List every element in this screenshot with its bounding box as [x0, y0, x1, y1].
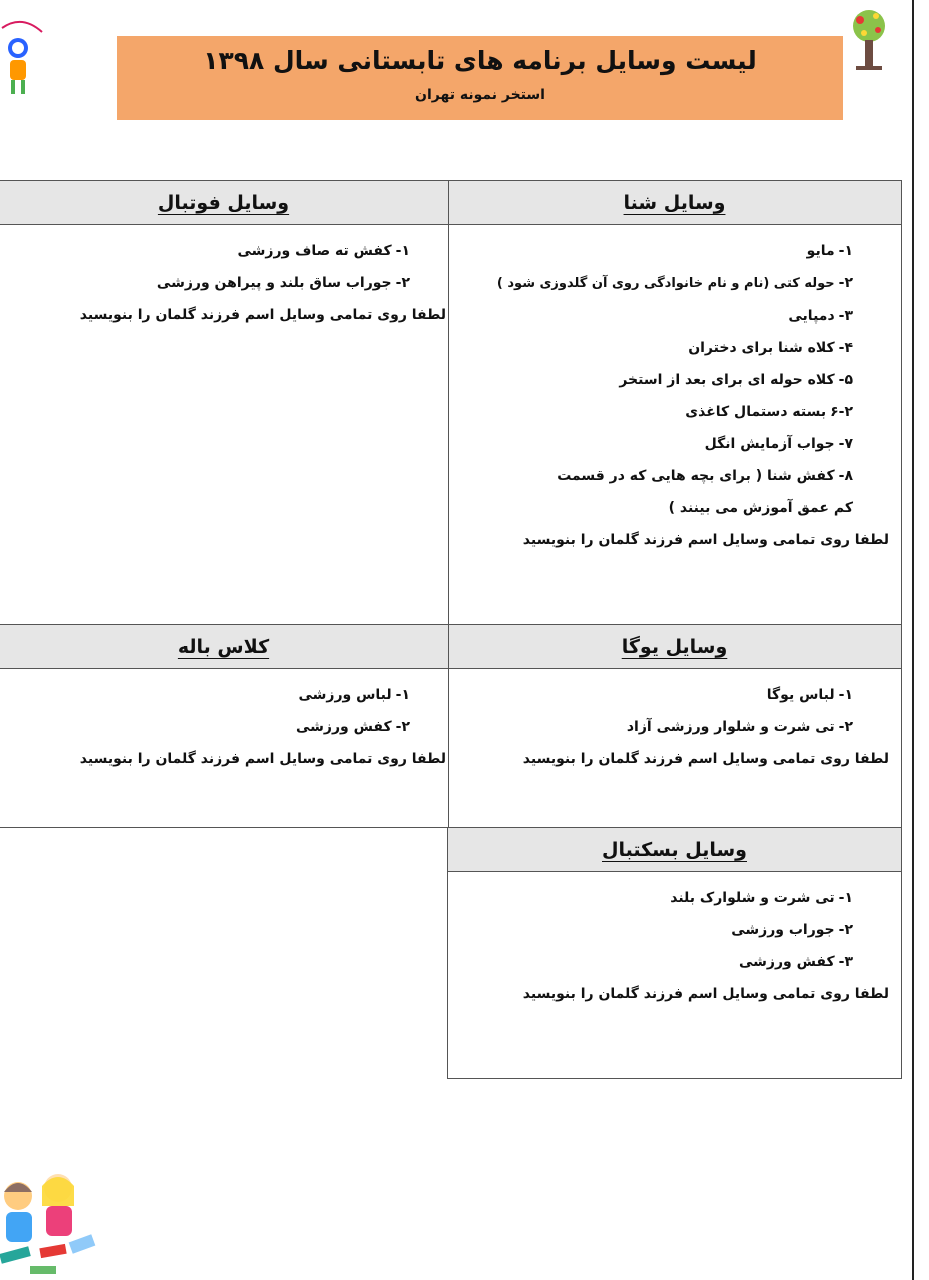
football-items	[0, 225, 448, 331]
yoga-items	[448, 669, 901, 775]
ballet-items	[0, 669, 448, 775]
swimming-section-title: وسایل شنا	[623, 191, 726, 214]
kid-logo-icon	[0, 18, 44, 102]
name-label-note: لطفا روی تمامی وسایل اسم فرزند گلمان را بنویسید	[522, 986, 889, 1002]
list-item: ۵-کلاه حوله ای برای بعد از استخر	[619, 372, 853, 388]
swimming-section-header	[448, 181, 901, 225]
tree-logo-icon	[846, 6, 892, 72]
name-label-note: لطفا روی تمامی وسایل اسم فرزند گلمان را بنویسید	[79, 307, 446, 323]
yoga-section	[447, 624, 902, 828]
yoga-section-header	[448, 625, 901, 669]
list-item: ۲-جوراب ساق بلند و پیراهن ورزشی	[156, 275, 410, 291]
list-item: ۱-کفش ته صاف ورزشی	[237, 243, 410, 259]
list-item: ۱-لباس یوگا	[766, 687, 853, 703]
ballet-section	[0, 624, 449, 828]
basketball-section-header	[448, 828, 901, 872]
list-item: ۲-کفش ورزشی	[296, 719, 410, 735]
basketball-items	[448, 872, 901, 1010]
football-section	[0, 180, 449, 625]
list-item: ۲-جوراب ورزشی	[731, 922, 853, 938]
page-border	[912, 0, 914, 1280]
page-header	[117, 36, 843, 120]
list-item: ۳-دمپایی	[788, 308, 853, 324]
ballet-section-header	[0, 625, 448, 669]
page-title: لیست وسایل برنامه های تابستانی سال ۱۳۹۸	[203, 46, 757, 75]
name-label-note: لطفا روی تمامی وسایل اسم فرزند گلمان را بنویسید	[522, 751, 889, 767]
list-item: ۱-تی شرت و شلوارک بلند	[670, 890, 853, 906]
yoga-section-title: وسایل یوگا	[621, 635, 728, 658]
name-label-note: لطفا روی تمامی وسایل اسم فرزند گلمان را بنویسید	[79, 751, 446, 767]
children-reading-illustration	[0, 1166, 100, 1280]
list-item: ۶-۲بسته دستمال کاغذی	[685, 404, 853, 420]
football-section-title: وسایل فوتبال	[157, 191, 290, 214]
swimming-section	[447, 180, 902, 625]
list-item: ۷-جواب آزمایش انگل	[704, 436, 853, 452]
list-item: ۴-کلاه شنا برای دختران	[688, 340, 853, 356]
list-item: ۸-کفش شنا ( برای بچه هایی که در قسمت کم عمق آموزش می بینند )	[557, 468, 853, 516]
list-item: ۲-حوله کتی (نام و نام خانوادگی روی آن گلدوزی شود )	[496, 275, 853, 291]
basketball-section-title: وسایل بسکتبال	[602, 838, 747, 861]
page-subtitle: استخر نمونه تهران	[415, 87, 545, 103]
basketball-section	[447, 827, 902, 1079]
list-item: ۳-کفش ورزشی	[739, 954, 853, 970]
ballet-section-title: کلاس باله	[177, 635, 270, 658]
football-section-header	[0, 181, 448, 225]
list-item: ۲-تی شرت و شلوار ورزشی آزاد	[626, 719, 853, 735]
list-item: ۱-لباس ورزشی	[298, 687, 410, 703]
list-item: ۱-مایو	[806, 243, 853, 259]
swimming-items	[448, 225, 901, 556]
name-label-note: لطفا روی تمامی وسایل اسم فرزند گلمان را بنویسید	[522, 532, 889, 548]
